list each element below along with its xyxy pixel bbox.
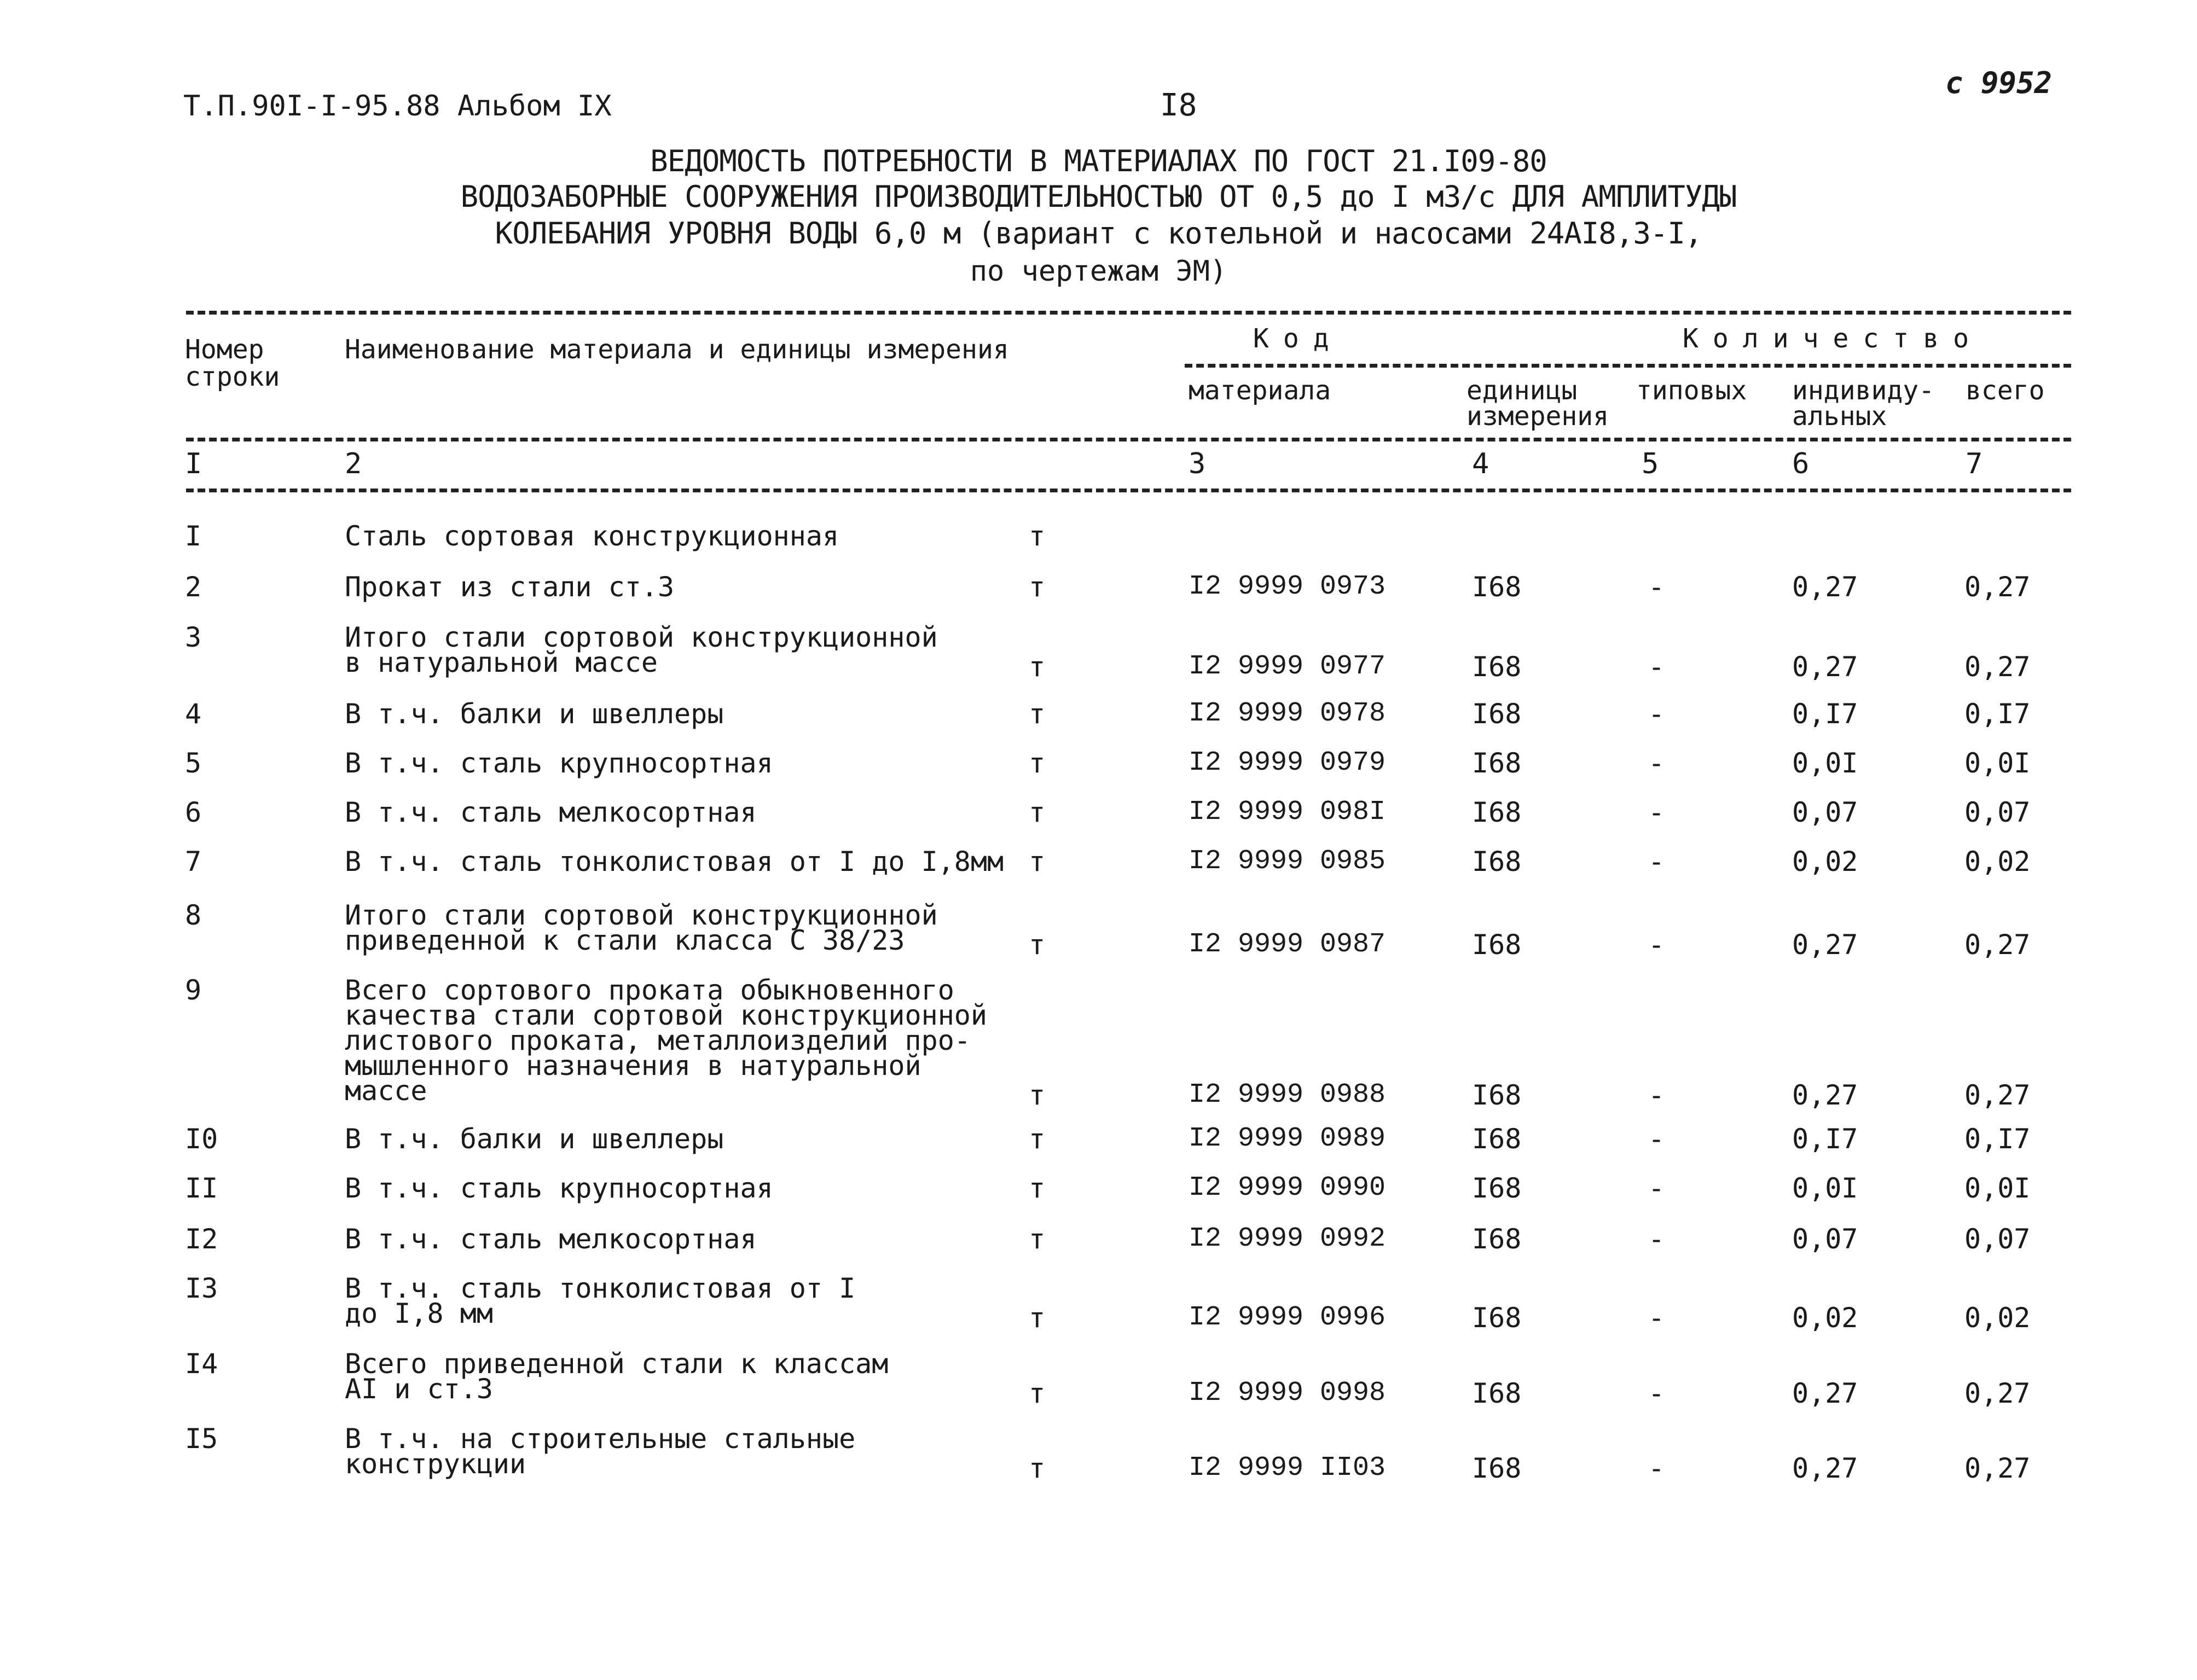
material-name-line: Всего сортового проката обыкновенного	[345, 974, 954, 1006]
material-name-line: качества стали сортовой конструкционной	[345, 999, 987, 1031]
total-qty-cell: 0,02	[1964, 1302, 2031, 1334]
individual-qty-cell: 0,0I	[1792, 747, 1858, 779]
material-code-cell: I2 9999 0990	[1189, 1172, 1386, 1204]
individual-qty-cell: 0,02	[1792, 846, 1858, 877]
unit-code-cell: I68	[1472, 846, 1522, 877]
material-name-line: В т.ч. сталь крупносортная	[345, 747, 773, 779]
material-code-cell: I2 9999 0987	[1189, 929, 1386, 960]
material-name-line: Итого стали сортовой конструкционной	[345, 899, 938, 931]
header-rule-subgroups	[1185, 364, 2071, 368]
row-number: 6	[185, 797, 202, 828]
individual-qty-cell: 0,27	[1792, 1452, 1858, 1484]
column-number-4: 4	[1472, 447, 1489, 480]
typical-qty-cell: -	[1648, 698, 1665, 730]
material-name-line: АI и ст.3	[345, 1373, 493, 1405]
title-line-3: КОЛЕБАНИЯ УРОВНЯ ВОДЫ 6,0 м (вариант с котельной и насосами 24АI8,3-I,	[495, 216, 1702, 251]
material-code-cell: I2 9999 0988	[1189, 1079, 1386, 1111]
material-name-line: В т.ч. сталь мелкосортная	[345, 1223, 757, 1255]
row-number: 5	[185, 747, 202, 779]
material-code-cell: I2 9999 0979	[1189, 747, 1386, 778]
material-name-line: Прокат из стали ст.3	[345, 571, 675, 603]
row-number: I3	[185, 1272, 218, 1304]
material-code-cell: I2 9999 0977	[1189, 651, 1386, 682]
row-number: 2	[185, 571, 202, 603]
typical-qty-cell: -	[1648, 797, 1665, 828]
material-name-line: мышленного назначения в натуральной	[345, 1050, 921, 1082]
individual-qty-cell: 0,I7	[1792, 698, 1858, 730]
typical-qty-cell: -	[1648, 846, 1665, 877]
material-name-line: В т.ч. сталь крупносортная	[345, 1172, 773, 1204]
typical-qty-cell: -	[1648, 571, 1665, 603]
individual-qty-cell: 0,27	[1792, 929, 1858, 961]
header-rule-top	[186, 311, 2071, 315]
unit-code-cell: I68	[1472, 1123, 1522, 1155]
unit-code-cell: I68	[1472, 651, 1522, 683]
material-code-cell: I2 9999 0985	[1189, 846, 1386, 877]
material-name-line: В т.ч. сталь мелкосортная	[345, 797, 757, 828]
header-code-unit-line1: единицы	[1466, 375, 1578, 406]
title-line-1: ВЕДОМОСТЬ ПОТРЕБНОСТИ В МАТЕРИАЛАХ ПО ГОСТ 21.I09-80	[650, 144, 1547, 178]
unit-cell: т	[1029, 929, 1046, 961]
material-name-line: Итого стали сортовой конструкционной	[345, 621, 938, 653]
unit-code-cell: I68	[1472, 747, 1522, 779]
total-qty-cell: 0,27	[1964, 571, 2031, 603]
unit-cell: т	[1029, 1123, 1046, 1155]
typical-qty-cell: -	[1648, 1079, 1665, 1111]
unit-cell: т	[1029, 1079, 1046, 1111]
total-qty-cell: 0,I7	[1964, 1123, 2031, 1155]
individual-qty-cell: 0,0I	[1792, 1172, 1858, 1204]
row-number: I0	[185, 1123, 218, 1155]
individual-qty-cell: 0,27	[1792, 1079, 1858, 1111]
material-name-line: В т.ч. балки и швеллеры	[345, 1123, 724, 1155]
document-reference: Т.П.90I-I-95.88 Альбом IX	[183, 90, 612, 123]
header-qty-typical: типовых	[1636, 375, 1747, 406]
unit-cell: т	[1029, 1377, 1046, 1409]
material-name-line: В т.ч. на строительные стальные	[345, 1423, 856, 1455]
total-qty-cell: 0,07	[1964, 797, 2031, 828]
material-name-line: В т.ч. сталь тонколистовая от I до I,8мм	[345, 846, 1004, 877]
typical-qty-cell: -	[1648, 1452, 1665, 1484]
material-code-cell: I2 9999 098I	[1189, 797, 1386, 828]
unit-code-cell: I68	[1472, 1079, 1522, 1111]
column-number-6: 6	[1792, 447, 1810, 480]
header-qty-individual-line2: альных	[1792, 401, 1887, 432]
unit-cell: т	[1029, 1223, 1046, 1255]
material-name-line: Сталь сортовая конструкционная	[345, 520, 839, 552]
row-number: I2	[185, 1223, 218, 1255]
material-code-cell: I2 9999 0973	[1189, 571, 1386, 602]
page-number: I8	[1160, 88, 1197, 123]
unit-cell: т	[1029, 797, 1046, 828]
typical-qty-cell: -	[1648, 1123, 1665, 1155]
unit-cell: т	[1029, 698, 1046, 730]
typical-qty-cell: -	[1648, 929, 1665, 961]
unit-cell: т	[1029, 1452, 1046, 1484]
typical-qty-cell: -	[1648, 1172, 1665, 1204]
column-number-5: 5	[1642, 447, 1659, 480]
row-number: 7	[185, 846, 202, 877]
material-code-cell: I2 9999 0996	[1189, 1302, 1386, 1333]
unit-cell: т	[1029, 1302, 1046, 1334]
row-number: 3	[185, 621, 202, 653]
header-code-group: Код	[1253, 323, 1343, 354]
header-quantity-group: Количество	[1683, 323, 1983, 354]
column-number-7: 7	[1966, 447, 1983, 480]
row-number: 9	[185, 974, 202, 1006]
unit-cell: т	[1029, 520, 1046, 552]
total-qty-cell: 0,27	[1964, 1377, 2031, 1409]
unit-code-cell: I68	[1472, 698, 1522, 730]
material-name-line: В т.ч. сталь тонколистовая от I	[345, 1272, 856, 1304]
total-qty-cell: 0,07	[1964, 1223, 2031, 1255]
unit-code-cell: I68	[1472, 1223, 1522, 1255]
typical-qty-cell: -	[1648, 1377, 1665, 1409]
individual-qty-cell: 0,07	[1792, 797, 1858, 828]
header-rule-bottom	[186, 489, 2071, 492]
material-code-cell: I2 9999 II03	[1189, 1452, 1386, 1484]
unit-code-cell: I68	[1472, 1172, 1522, 1204]
unit-cell: т	[1029, 571, 1046, 603]
row-number: I5	[185, 1423, 218, 1455]
material-name-line: листового проката, металлоизделий про-	[345, 1025, 971, 1056]
header-qty-individual-line1: индивиду-	[1792, 375, 1935, 406]
header-qty-total: всего	[1966, 375, 2045, 406]
unit-code-cell: I68	[1472, 797, 1522, 828]
total-qty-cell: 0,27	[1964, 929, 2031, 961]
typical-qty-cell: -	[1648, 651, 1665, 683]
header-code-material: материала	[1189, 375, 1331, 406]
column-number-2: 2	[345, 447, 362, 480]
unit-cell: т	[1029, 747, 1046, 779]
material-name-line: массе	[345, 1075, 427, 1107]
row-number: I4	[185, 1348, 218, 1380]
material-code-cell: I2 9999 0992	[1189, 1223, 1386, 1254]
individual-qty-cell: 0,07	[1792, 1223, 1858, 1255]
unit-code-cell: I68	[1472, 1302, 1522, 1334]
unit-cell: т	[1029, 846, 1046, 877]
unit-code-cell: I68	[1472, 571, 1522, 603]
material-name-line: Всего приведенной стали к классам	[345, 1348, 889, 1380]
total-qty-cell: 0,I7	[1964, 698, 2031, 730]
header-row-number-line2: строки	[185, 362, 280, 392]
material-code-cell: I2 9999 0989	[1189, 1123, 1386, 1154]
material-name-line: приведенной к стали класса С 38/23	[345, 925, 905, 956]
title-line-4: по чертежам ЭМ)	[970, 255, 1227, 288]
individual-qty-cell: 0,27	[1792, 651, 1858, 683]
header-material-name: Наименование материала и единицы измерения	[345, 334, 1009, 365]
material-name-line: до I,8 мм	[345, 1298, 493, 1329]
row-number: 4	[185, 698, 202, 730]
total-qty-cell: 0,0I	[1964, 747, 2031, 779]
individual-qty-cell: 0,I7	[1792, 1123, 1858, 1155]
individual-qty-cell: 0,27	[1792, 571, 1858, 603]
material-code-cell: I2 9999 0998	[1189, 1377, 1386, 1409]
typical-qty-cell: -	[1648, 1223, 1665, 1255]
column-number-1: I	[185, 447, 202, 480]
total-qty-cell: 0,27	[1964, 1079, 2031, 1111]
header-code-unit-line2: измерения	[1466, 401, 1609, 432]
unit-code-cell: I68	[1472, 929, 1522, 961]
total-qty-cell: 0,02	[1964, 846, 2031, 877]
material-name-line: В т.ч. балки и швеллеры	[345, 698, 724, 730]
title-line-2: ВОДОЗАБОРНЫЕ СООРУЖЕНИЯ ПРОИЗВОДИТЕЛЬНОСТЬЮ ОТ 0,5 до I м3/с ДЛЯ АМПЛИТУДЫ	[460, 179, 1737, 214]
row-number: I	[185, 520, 202, 552]
individual-qty-cell: 0,02	[1792, 1302, 1858, 1334]
total-qty-cell: 0,27	[1964, 1452, 2031, 1484]
typical-qty-cell: -	[1648, 1302, 1665, 1334]
material-name-line: в натуральной массе	[345, 647, 658, 678]
column-number-3: 3	[1189, 447, 1206, 480]
row-number: 8	[185, 899, 202, 931]
typical-qty-cell: -	[1648, 747, 1665, 779]
material-name-line: конструкции	[345, 1448, 526, 1480]
unit-code-cell: I68	[1472, 1377, 1522, 1409]
header-row-number-line1: Номер	[185, 334, 264, 365]
individual-qty-cell: 0,27	[1792, 1377, 1858, 1409]
material-code-cell: I2 9999 0978	[1189, 698, 1386, 729]
total-qty-cell: 0,0I	[1964, 1172, 2031, 1204]
unit-cell: т	[1029, 1172, 1046, 1204]
total-qty-cell: 0,27	[1964, 651, 2031, 683]
handwritten-stamp: с 9952	[1945, 66, 2053, 100]
row-number: II	[185, 1172, 218, 1204]
unit-cell: т	[1029, 651, 1046, 683]
unit-code-cell: I68	[1472, 1452, 1522, 1484]
header-rule-columns	[186, 438, 2071, 441]
